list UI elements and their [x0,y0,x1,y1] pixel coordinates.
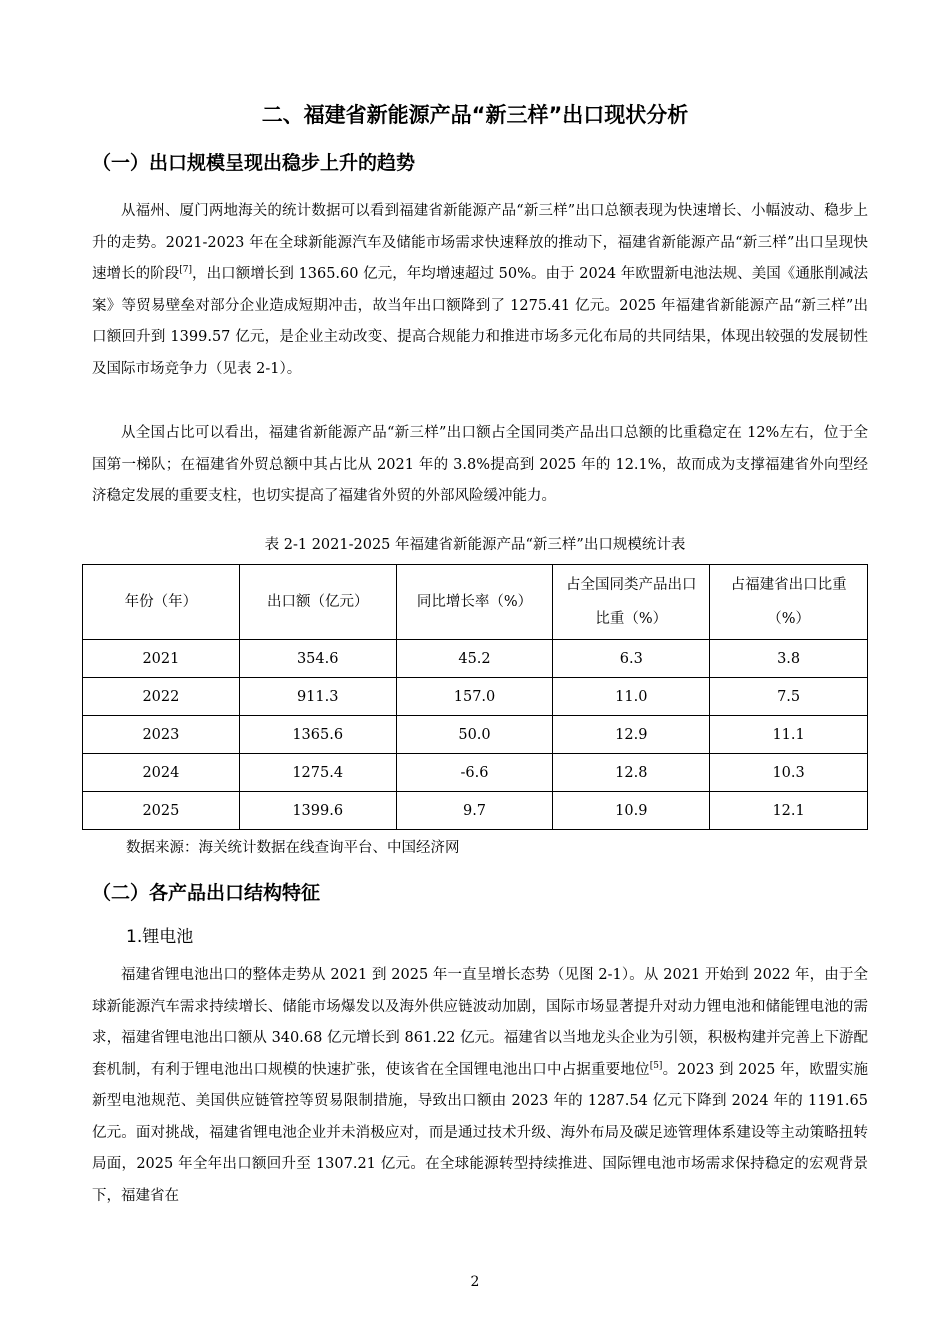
paragraph-text: 福建省锂电池出口的整体走势从 2021 到 2025 年一直呈增长态势（见图 2-1）。从 2021 开始到 2022 年，由于全球新能源汽车需求持续增长、储能市场爆发以及海外供应链波动加剧，国际市场显著提升对动力锂电池和储能锂电池的需求，福建省锂电池出口额从 340.68 亿元增长到 861.22 亿元。福建省以当地龙头企业为引领，积极构建并完善上下游配套机制，有利于锂电池出口规模的快速扩张，使该省在全国锂电池出口中占据重要地位 [92,967,868,1078]
subsection-heading-lithium: 1.锂电池 [126,927,194,947]
table-cell: 1365.6 [239,716,396,754]
table-cell: 157.0 [396,678,553,716]
table-cell: 1399.6 [239,792,396,830]
table-cell: 2023 [83,716,240,754]
table-cell: 9.7 [396,792,553,830]
table-cell: 2025 [83,792,240,830]
section-heading-2: （二）各产品出口结构特征 [92,882,321,904]
paragraph-text: 。2023 到 2025 年，欧盟实施新型电池规范、美国供应链管控等贸易限制措施，导致出口额由 2023 年的 1287.54 亿元下降到 2024 年的 1191.65 亿元。面对挑战，福建省锂电池企业并未消极应对，而是通过技术升级、海外布局及碳足迹管理体系建设等主动策略扭转局面，2025 年全年出口额回升至 1307.21 亿元。在全球能源转型持续推进、国际锂电池市场需求保持稳定的宏观背景下，福建省在 [92,1061,869,1204]
table-caption: 表 2-1 2021-2025 年福建省新能源产品“新三样”出口规模统计表 [264,537,686,553]
table-cell: 911.3 [239,678,396,716]
table-cell: 2022 [83,678,240,716]
chapter-heading: 二、福建省新能源产品“新三样”出口现状分析 [261,103,689,127]
page-number: 2 [470,1274,480,1290]
section-heading-1: （一）出口规模呈现出稳步上升的趋势 [92,152,416,174]
table-row [83,716,868,754]
table-cell: 6.3 [553,640,710,678]
paragraph-text: ，出口额增长到 1365.60 亿元，年均增速超过 50%。由于 2024 年欧盟新电池法规、美国《通胀削减法案》等贸易壁垒对部分企业造成短期冲击，故当年出口额降到了 1275.41 亿元。2025 年福建省新能源产品“新三样”出口额回升到 1399.57 亿元，是企业主动改变、提高合规能力和推进市场多元化布局的共同结果，体现出较强的发展韧性及国际市场竞争力（见表 2-1）。 [92,266,868,377]
table-cell: 10.3 [710,754,868,792]
export-scale-table [82,564,868,830]
table-cell: -6.6 [396,754,553,792]
table-source-note: 数据来源：海关统计数据在线查询平台、中国经济网 [126,840,460,856]
table-cell: 354.6 [239,640,396,678]
paragraph-text: 从福州、厦门两地海关的统计数据可以看到福建省新能源产品“新三样”出口总额表现为快速增长、小幅波动、稳步上升的走势。2021-2023 年在全球新能源汽车及储能市场需求快速释放的推动下，福建省新能源产品“新三样”出口呈现快速增长的阶段 [92,203,868,282]
header-year: 年份（年） [83,565,240,640]
table-cell: 45.2 [396,640,553,678]
table-row [83,640,868,678]
table-cell: 3.8 [710,640,868,678]
table-row [83,678,868,716]
table-cell: 2024 [83,754,240,792]
paragraph-export-scale [92,196,868,385]
paragraph-lithium-battery [92,960,868,1212]
table-cell: 12.9 [553,716,710,754]
table-cell: 2021 [83,640,240,678]
citation-ref: [5] [649,1060,663,1071]
table-cell: 1275.4 [239,754,396,792]
table-cell: 7.5 [710,678,868,716]
table-cell: 10.9 [553,792,710,830]
paragraph-national-share: 从全国占比可以看出，福建省新能源产品“新三样”出口额占全国同类产品出口总额的比重稳定在 12%左右，位于全国第一梯队；在福建省外贸总额中其占比从 2021 年的 3.8%提高到 2025 年的 12.1%，故而成为支撑福建省外向型经济稳定发展的重要支柱，也切实提高了福建省外贸的外部风险缓冲能力。 [92,425,868,504]
table-row [83,754,868,792]
header-national-share: 占全国同类产品出口比重（%） [553,565,710,640]
table-cell: 11.1 [710,716,868,754]
table-header-row [83,565,868,640]
header-export-value: 出口额（亿元） [239,565,396,640]
table-cell: 12.8 [553,754,710,792]
citation-ref: [7] [179,265,193,276]
header-growth-rate: 同比增长率（%） [396,565,553,640]
table-cell: 50.0 [396,716,553,754]
header-province-share: 占福建省出口比重（%） [710,565,868,640]
table-cell: 11.0 [553,678,710,716]
table-row [83,792,868,830]
table-cell: 12.1 [710,792,868,830]
